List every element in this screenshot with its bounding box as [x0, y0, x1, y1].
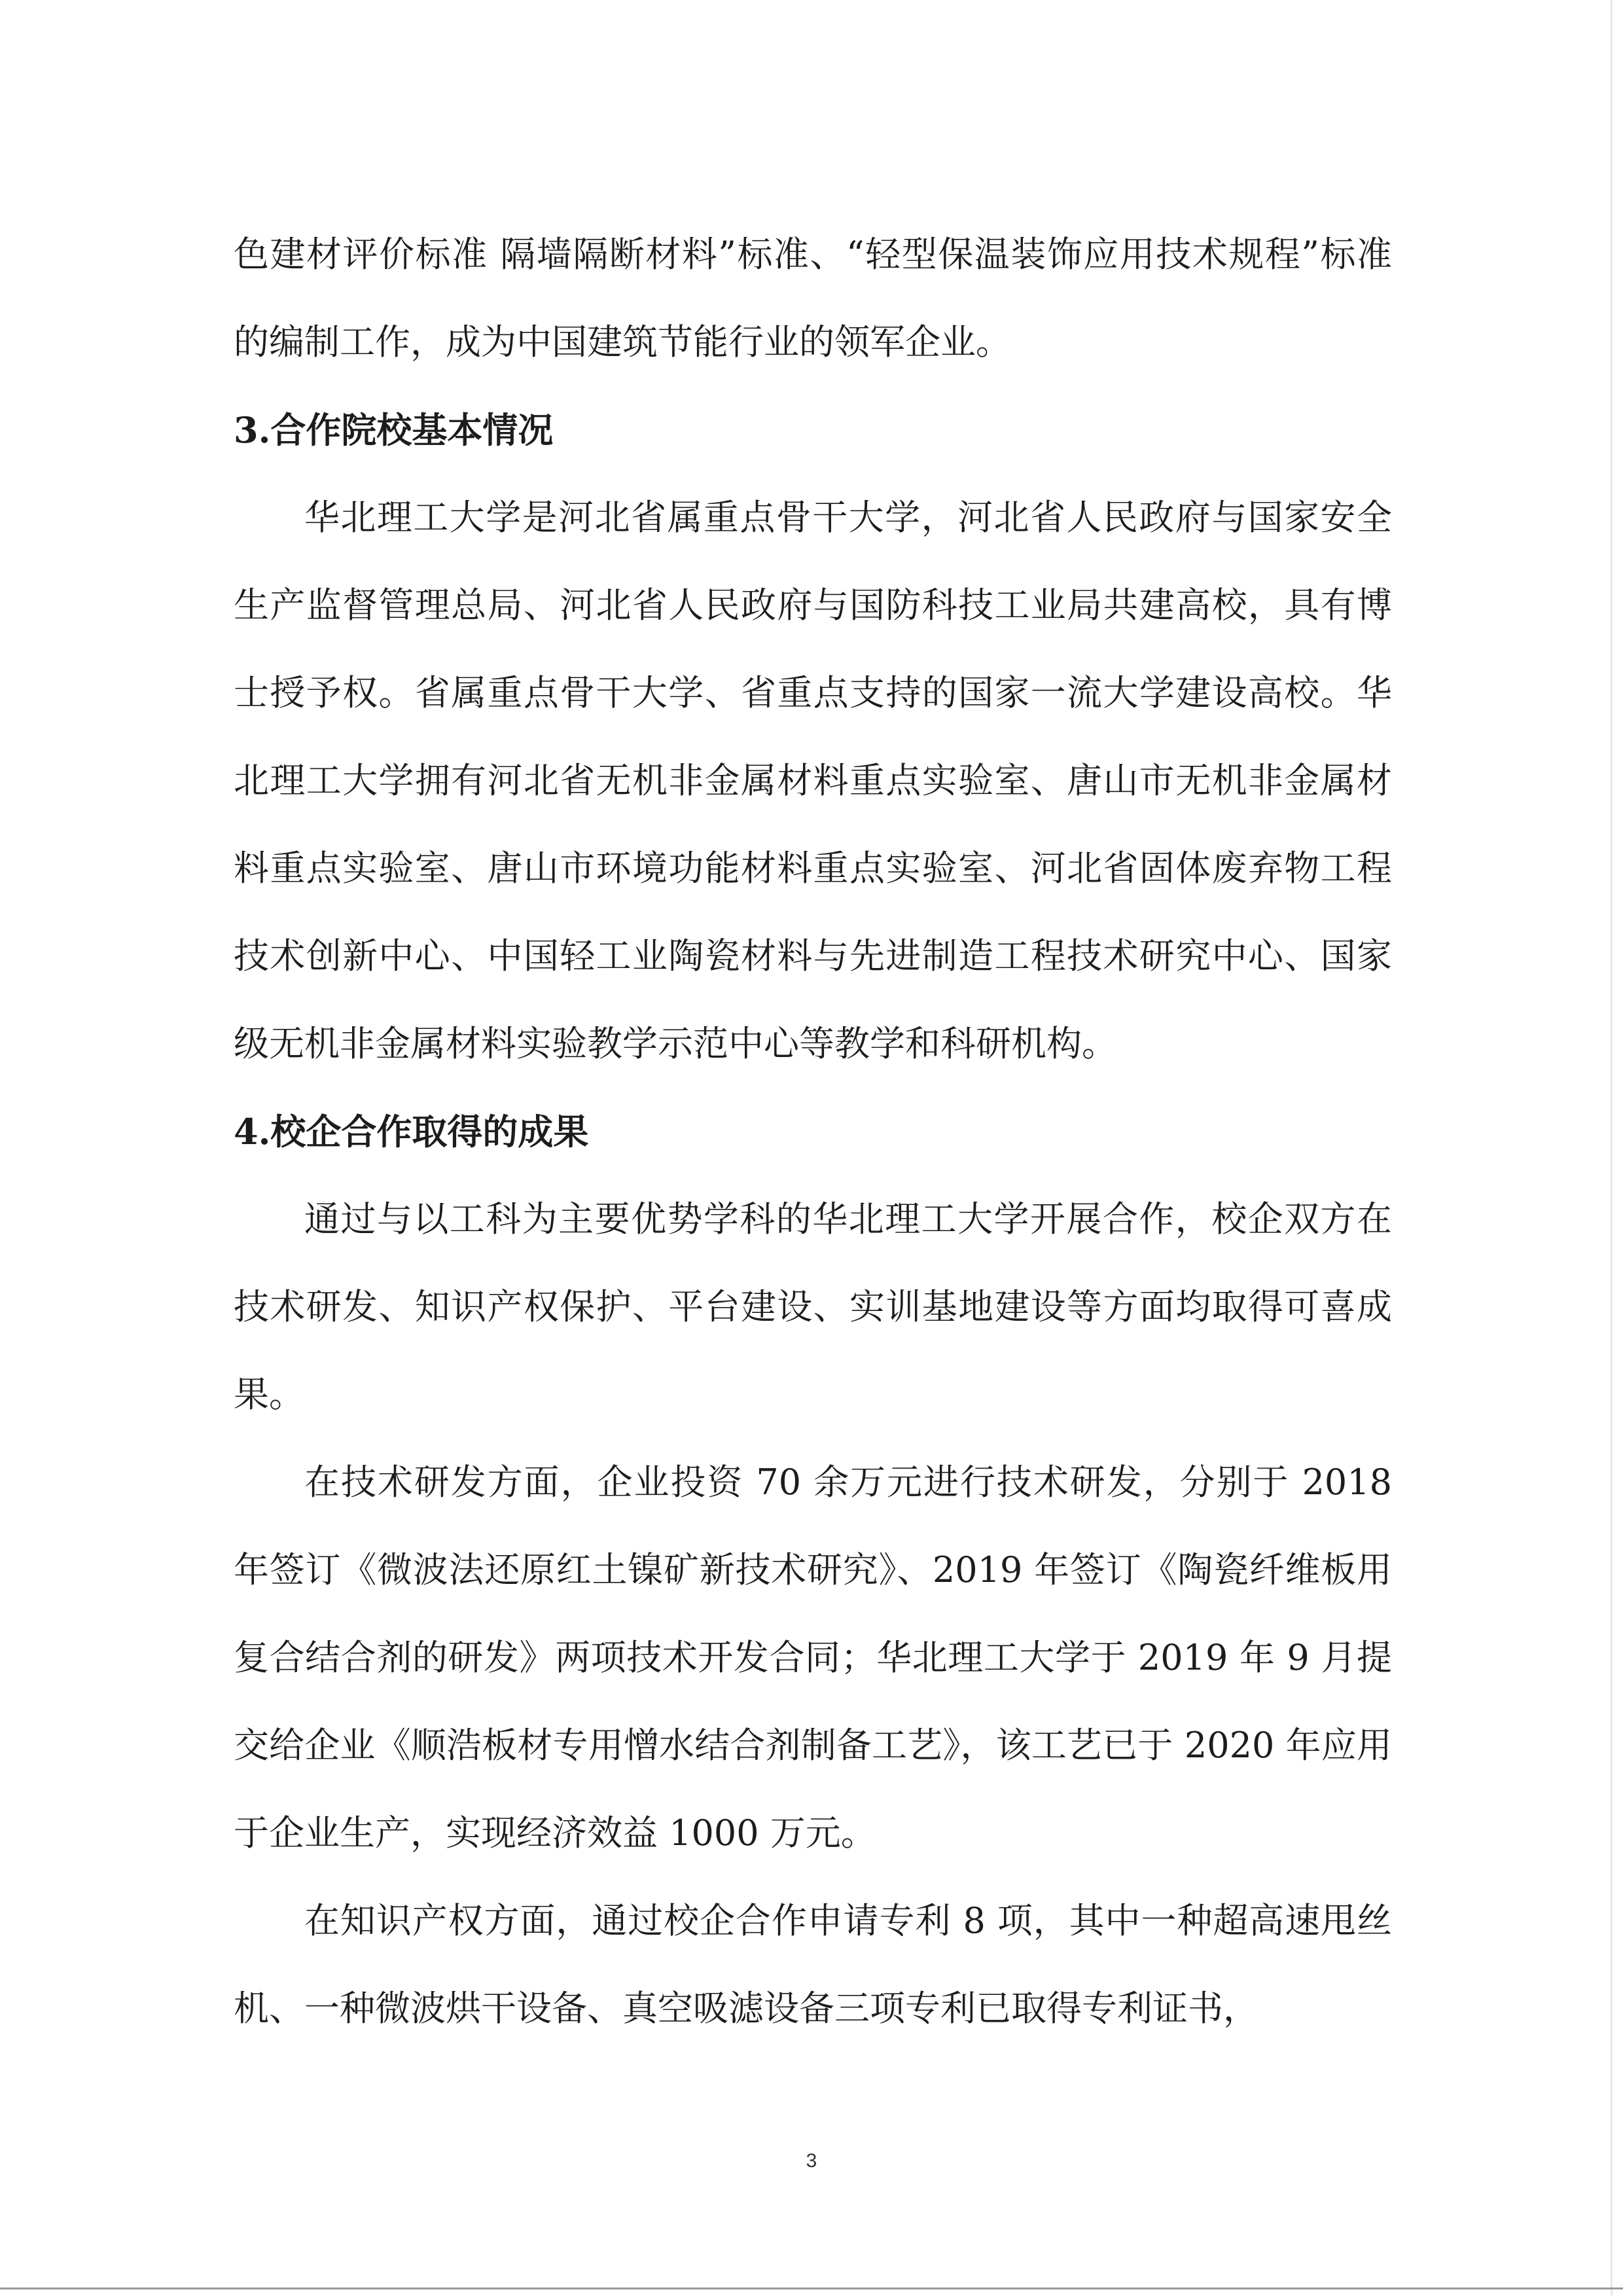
section-heading-4: 4.校企合作取得的成果: [234, 1111, 589, 1153]
paragraph-continued: 色建材评价标准 隔墙隔断材料”标准、“轻型保温装饰应用技术规程”标准的编制工作，成为中国建筑节能行业的领军企业。: [234, 234, 1392, 363]
paragraph-cooperation-overview: 通过与以工科为主要优势学科的华北理工大学开展合作，校企双方在技术研发、知识产权保护、平台建设、实训基地建设等方面均取得可喜成果。: [234, 1198, 1392, 1415]
section-heading-3: 3.合作院校基本情况: [234, 409, 554, 451]
paragraph-university-intro: 华北理工大学是河北省属重点骨干大学，河北省人民政府与国家安全生产监督管理总局、河北省人民政府与国防科技工业局共建高校，具有博士授予权。省属重点骨干大学、省重点支持的国家一流大学建设高校。华北理工大学拥有河北省无机非金属材料重点实验室、唐山市无机非金属材料重点实验室、唐山市环境功能材料重点实验室、河北省固体废弃物工程技术创新中心、中国轻工业陶瓷材料与先进制造工程技术研究中心、国家级无机非金属材料实验教学示范中心等教学和科研机构。: [234, 497, 1392, 1064]
page-number: 3: [806, 2150, 817, 2172]
scan-edge-right: [1611, 0, 1613, 2296]
document-body: [234, 211, 1392, 2053]
paragraph-technology-rd: 在技术研发方面，企业投资 70 余万元进行技术研发，分别于 2018 年签订《微波法还原红土镍矿新技术研究》、2019 年签订《陶瓷纤维板用复合结合剂的研发》两项技术开发合同；华北理工大学于 2019 年 9 月提交给企业《顺浩板材专用憎水结合剂制备工艺》，该工艺已于 2020 年应用于企业生产，实现经济效益 1000 万元。: [234, 1462, 1392, 1854]
scan-edge-bottom: [0, 2287, 1623, 2289]
paragraph-intellectual-property: 在知识产权方面，通过校企合作申请专利 8 项，其中一种超高速甩丝机、一种微波烘干设备、真空吸滤设备三项专利已取得专利证书，: [234, 1900, 1392, 2029]
